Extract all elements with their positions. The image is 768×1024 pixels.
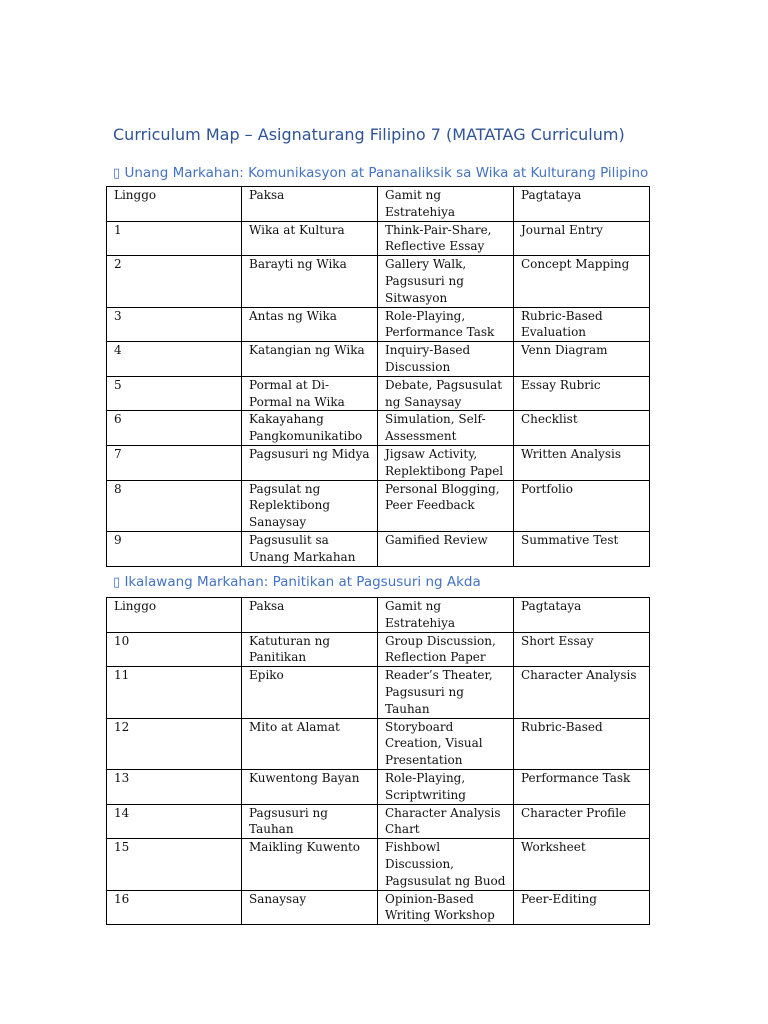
table-row — [107, 221, 650, 256]
cell-estratehiya: Debate, Pagsusulat ng Sanaysay — [378, 376, 514, 411]
cell-estratehiya: Think-Pair-Share, Reflective Essay — [378, 221, 514, 256]
cell-paksa: Epiko — [242, 667, 378, 718]
missing-glyph-icon: ▯ — [113, 575, 121, 590]
table-row — [107, 769, 650, 804]
column-header-pagtataya: Pagtataya — [514, 598, 650, 633]
table-row — [107, 307, 650, 342]
cell-paksa: Pagsusulit sa Unang Markahan — [242, 531, 378, 566]
cell-paksa: Sanaysay — [242, 890, 378, 925]
cell-linggo: 14 — [107, 804, 242, 839]
cell-linggo: 10 — [107, 632, 242, 667]
cell-pagtataya: Worksheet — [514, 839, 650, 890]
column-header-estratehiya: Gamit ng Estratehiya — [378, 187, 514, 222]
cell-linggo: 12 — [107, 718, 242, 769]
cell-estratehiya: Inquiry-Based Discussion — [378, 342, 514, 377]
cell-pagtataya: Checklist — [514, 411, 650, 446]
cell-linggo: 1 — [107, 221, 242, 256]
column-header-paksa: Paksa — [242, 187, 378, 222]
cell-pagtataya: Rubric-Based — [514, 718, 650, 769]
column-header-linggo: Linggo — [107, 187, 242, 222]
curriculum-table-q2 — [106, 597, 650, 925]
table-row — [107, 531, 650, 566]
cell-linggo: 16 — [107, 890, 242, 925]
cell-linggo: 15 — [107, 839, 242, 890]
cell-pagtataya: Written Analysis — [514, 445, 650, 480]
cell-linggo: 8 — [107, 480, 242, 531]
table-row — [107, 632, 650, 667]
cell-estratehiya: Gallery Walk, Pagsusuri ng Sitwasyon — [378, 256, 514, 307]
cell-pagtataya: Portfolio — [514, 480, 650, 531]
cell-linggo: 13 — [107, 769, 242, 804]
page-title: Curriculum Map – Asignaturang Filipino 7 (MATATAG Curriculum) — [113, 125, 625, 144]
cell-paksa: Mito at Alamat — [242, 718, 378, 769]
table-row — [107, 718, 650, 769]
cell-paksa: Pormal at Di-Pormal na Wika — [242, 376, 378, 411]
cell-estratehiya: Role-Playing, Performance Task — [378, 307, 514, 342]
table-row — [107, 804, 650, 839]
cell-estratehiya: Simulation, Self-Assessment — [378, 411, 514, 446]
cell-estratehiya: Gamified Review — [378, 531, 514, 566]
column-header-paksa: Paksa — [242, 598, 378, 633]
cell-pagtataya: Performance Task — [514, 769, 650, 804]
cell-pagtataya: Venn Diagram — [514, 342, 650, 377]
cell-estratehiya: Jigsaw Activity, Replektibong Papel — [378, 445, 514, 480]
cell-pagtataya: Peer-Editing — [514, 890, 650, 925]
table-row — [107, 480, 650, 531]
cell-pagtataya: Summative Test — [514, 531, 650, 566]
table-row — [107, 890, 650, 925]
section-heading-q1 — [113, 164, 648, 183]
table-row — [107, 411, 650, 446]
table-row — [107, 342, 650, 377]
table-row — [107, 256, 650, 307]
cell-estratehiya: Reader’s Theater, Pagsusuri ng Tauhan — [378, 667, 514, 718]
cell-linggo: 3 — [107, 307, 242, 342]
cell-linggo: 9 — [107, 531, 242, 566]
cell-linggo: 6 — [107, 411, 242, 446]
cell-paksa: Pagsusuri ng Midya — [242, 445, 378, 480]
cell-paksa: Katangian ng Wika — [242, 342, 378, 377]
cell-paksa: Katuturan ng Panitikan — [242, 632, 378, 667]
cell-paksa: Pagsulat ng Replektibong Sanaysay — [242, 480, 378, 531]
cell-estratehiya: Character Analysis Chart — [378, 804, 514, 839]
cell-estratehiya: Personal Blogging, Peer Feedback — [378, 480, 514, 531]
section-heading-text: Ikalawang Markahan: Panitikan at Pagsusuri ng Akda — [124, 574, 481, 590]
table-header-row — [107, 598, 650, 633]
cell-pagtataya: Rubric-Based Evaluation — [514, 307, 650, 342]
cell-paksa: Maikling Kuwento — [242, 839, 378, 890]
cell-pagtataya: Character Profile — [514, 804, 650, 839]
cell-paksa: Kakayahang Pangkomunikatibo — [242, 411, 378, 446]
cell-pagtataya: Short Essay — [514, 632, 650, 667]
cell-linggo: 11 — [107, 667, 242, 718]
cell-estratehiya: Fishbowl Discussion, Pagsusulat ng Buod — [378, 839, 514, 890]
missing-glyph-icon: ▯ — [113, 166, 121, 181]
table-row — [107, 839, 650, 890]
cell-paksa: Antas ng Wika — [242, 307, 378, 342]
cell-paksa: Wika at Kultura — [242, 221, 378, 256]
table-row — [107, 667, 650, 718]
cell-pagtataya: Journal Entry — [514, 221, 650, 256]
section-heading-q2 — [113, 573, 481, 592]
cell-paksa: Barayti ng Wika — [242, 256, 378, 307]
cell-paksa: Pagsusuri ng Tauhan — [242, 804, 378, 839]
table-row — [107, 445, 650, 480]
cell-pagtataya: Essay Rubric — [514, 376, 650, 411]
cell-estratehiya: Role-Playing, Scriptwriting — [378, 769, 514, 804]
cell-pagtataya: Concept Mapping — [514, 256, 650, 307]
cell-estratehiya: Opinion-Based Writing Workshop — [378, 890, 514, 925]
column-header-linggo: Linggo — [107, 598, 242, 633]
cell-estratehiya: Group Discussion, Reflection Paper — [378, 632, 514, 667]
cell-linggo: 2 — [107, 256, 242, 307]
cell-estratehiya: Storyboard Creation, Visual Presentation — [378, 718, 514, 769]
cell-paksa: Kuwentong Bayan — [242, 769, 378, 804]
cell-linggo: 5 — [107, 376, 242, 411]
curriculum-table-q1 — [106, 186, 650, 567]
column-header-pagtataya: Pagtataya — [514, 187, 650, 222]
cell-pagtataya: Character Analysis — [514, 667, 650, 718]
cell-linggo: 4 — [107, 342, 242, 377]
table-header-row — [107, 187, 650, 222]
cell-linggo: 7 — [107, 445, 242, 480]
section-heading-text: Unang Markahan: Komunikasyon at Pananaliksik sa Wika at Kulturang Pilipino — [124, 165, 649, 181]
table-row — [107, 376, 650, 411]
column-header-estratehiya: Gamit ng Estratehiya — [378, 598, 514, 633]
